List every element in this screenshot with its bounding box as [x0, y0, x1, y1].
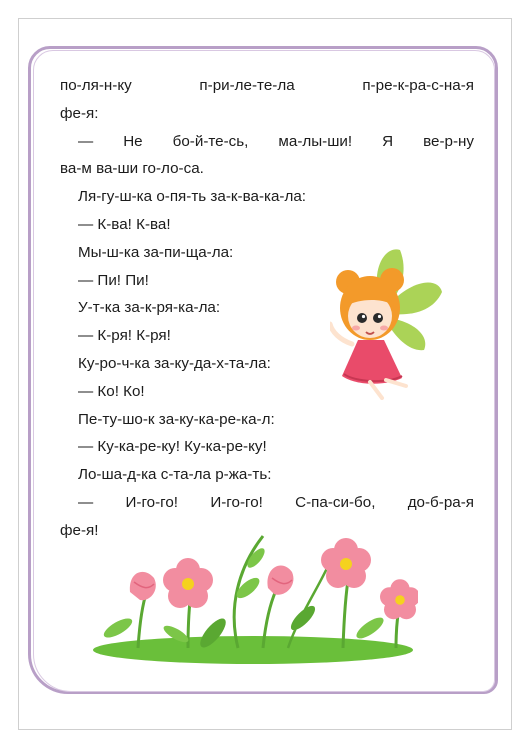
fairy-eye: [373, 313, 383, 323]
text-line: по-ля-н-ку п-ри-ле-те-ла п-ре-к-ра-с-на-я: [60, 77, 474, 94]
flowers-illustration: [88, 528, 418, 668]
flower: [321, 538, 371, 588]
text-line: Пе-ту-шо-к за-ку-ка-ре-ка-л:: [78, 410, 275, 428]
fairy-leg: [370, 382, 382, 398]
text-line: Мы-ш-ка за-пи-ща-ла:: [78, 243, 234, 261]
text-line: Ку-ро-ч-ка за-ку-да-х-та-ла:: [78, 354, 271, 372]
fairy-leg: [386, 380, 406, 386]
grass-ground: [93, 636, 413, 664]
text-line: фе-я!: [60, 521, 99, 539]
text-line: — И-го-го! И-го-го! С-па-си-бо, до-б-ра-я: [78, 493, 474, 511]
text-line: — К-ва! К-ва!: [78, 215, 171, 233]
text-line: У-т-ка за-к-ря-ка-ла:: [78, 299, 221, 317]
text-line: — К-ря! К-ря!: [78, 327, 171, 345]
text-line: — Ко! Ко!: [78, 382, 145, 400]
text-line: — Не бо-й-те-сь, ма-лы-ши! Я ве-р-ну: [78, 132, 474, 150]
flower: [380, 579, 418, 619]
leaf: [101, 615, 135, 641]
fairy-eye: [357, 313, 367, 323]
text-line: — Пи! Пи!: [78, 271, 149, 289]
flower-bud: [267, 565, 293, 594]
leaf: [353, 614, 386, 642]
text-line: Ля-гу-ш-ка о-пя-ть за-к-ва-ка-ла:: [78, 188, 307, 206]
flower: [163, 558, 213, 608]
text-line: — Ку-ка-ре-ку! Ку-ка-ре-ку!: [78, 438, 267, 456]
text-line: Ло-ша-д-ка с-та-ла р-жа-ть:: [78, 466, 272, 484]
fairy-illustration: [330, 240, 450, 400]
text-line: ва-м ва-ши го-ло-са.: [60, 160, 204, 178]
leaf: [287, 602, 318, 633]
text-line: фе-я:: [60, 104, 99, 122]
